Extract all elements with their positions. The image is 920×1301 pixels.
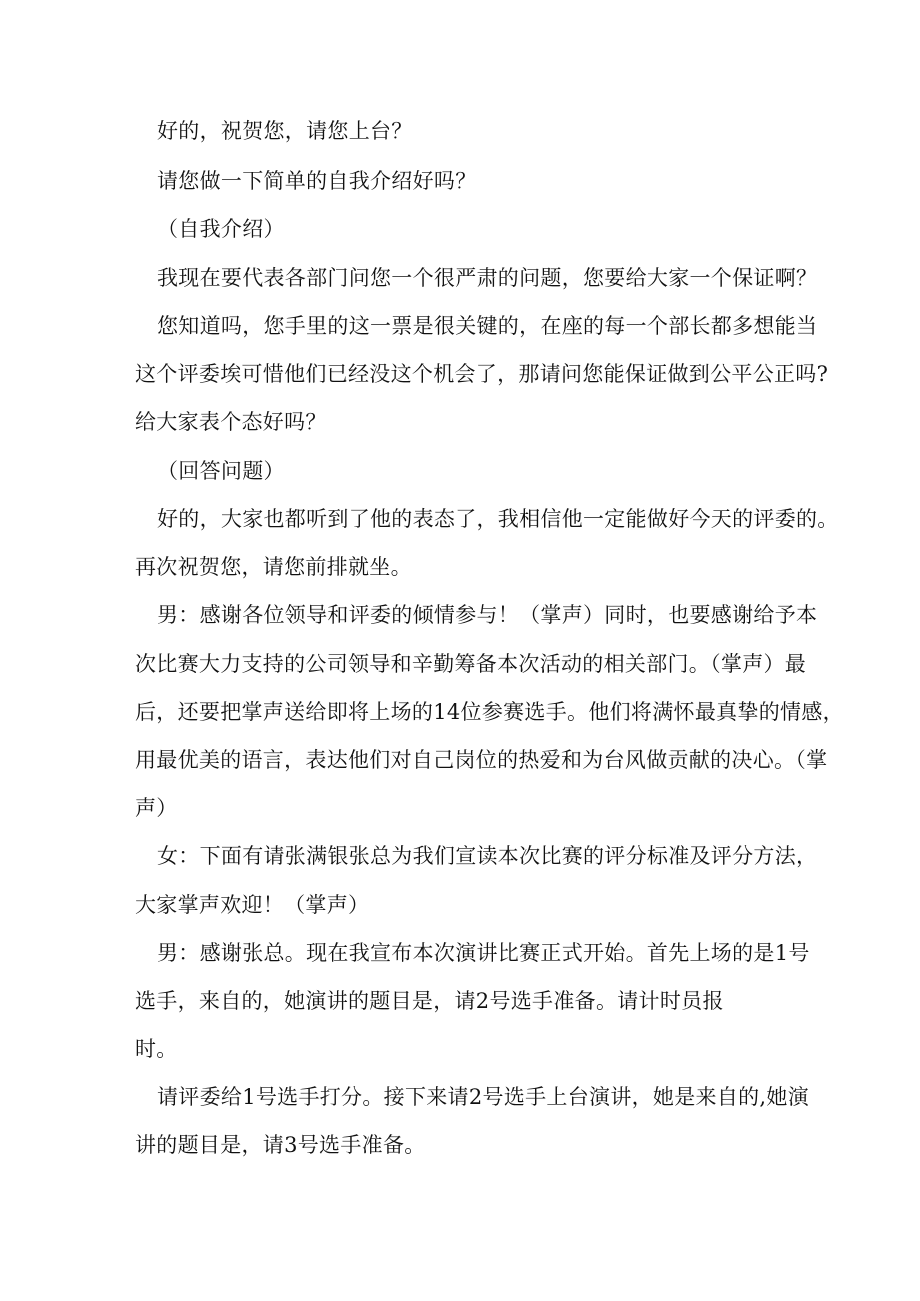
text-line: 好的，大家也都听到了他的表态了，我相信他一定能做好今天的评委的。 <box>157 507 839 531</box>
text-line: 次比赛大力支持的公司领导和辛勤筹备本次活动的相关部门。（掌声）最 <box>135 652 807 676</box>
text-line: 请您做一下简单的自我介绍好吗？ <box>157 169 477 193</box>
text-line: 您知道吗，您手里的这一票是很关键的，在座的每一个部长都多想能当 <box>157 314 818 338</box>
text-line: 男：感谢张总。现在我宣布本次演讲比赛正式开始。首先上场的是1号 <box>157 941 810 965</box>
text-line: 这个评委埃可惜他们已经没这个机会了，那请问您能保证做到公平公正吗? <box>135 362 829 386</box>
text-line: 好的，祝贺您，请您上台？ <box>157 119 413 143</box>
text-line: 后，还要把掌声送给即将上场的14位参赛选手。他们将满怀最真挚的情感， <box>135 700 844 724</box>
text-line: 用最优美的语言，表达他们对自己岗位的热爱和为台风做贡献的决心。（掌 <box>135 748 828 772</box>
text-line: 女：下面有请张满银张总为我们宣读本次比赛的评分标准及评分方法， <box>157 844 818 868</box>
text-line: 时。 <box>135 1037 178 1061</box>
text-line: 请评委给1号选手打分。接下来请2号选手上台演讲，她是来自的,她演 <box>157 1085 809 1109</box>
text-line: 给大家表个态好吗？ <box>135 410 327 434</box>
text-line: 选手，来自的，她演讲的题目是，请2号选手准备。请计时员报 <box>135 989 724 1013</box>
text-line: 男：感谢各位领导和评委的倾情参与！（掌声）同时，也要感谢给予本 <box>157 603 818 627</box>
text-line: 讲的题目是，请3号选手准备。 <box>135 1133 426 1157</box>
text-line: 声） <box>135 796 178 820</box>
text-line: （回答问题） <box>157 459 285 483</box>
text-line: 我现在要代表各部门问您一个很严肃的问题，您要给大家一个保证啊？ <box>157 266 818 290</box>
text-line: （自我介绍） <box>157 217 285 241</box>
text-line: 大家掌声欢迎！（掌声） <box>135 893 370 917</box>
text-line: 再次祝贺您，请您前排就坐。 <box>135 555 412 579</box>
